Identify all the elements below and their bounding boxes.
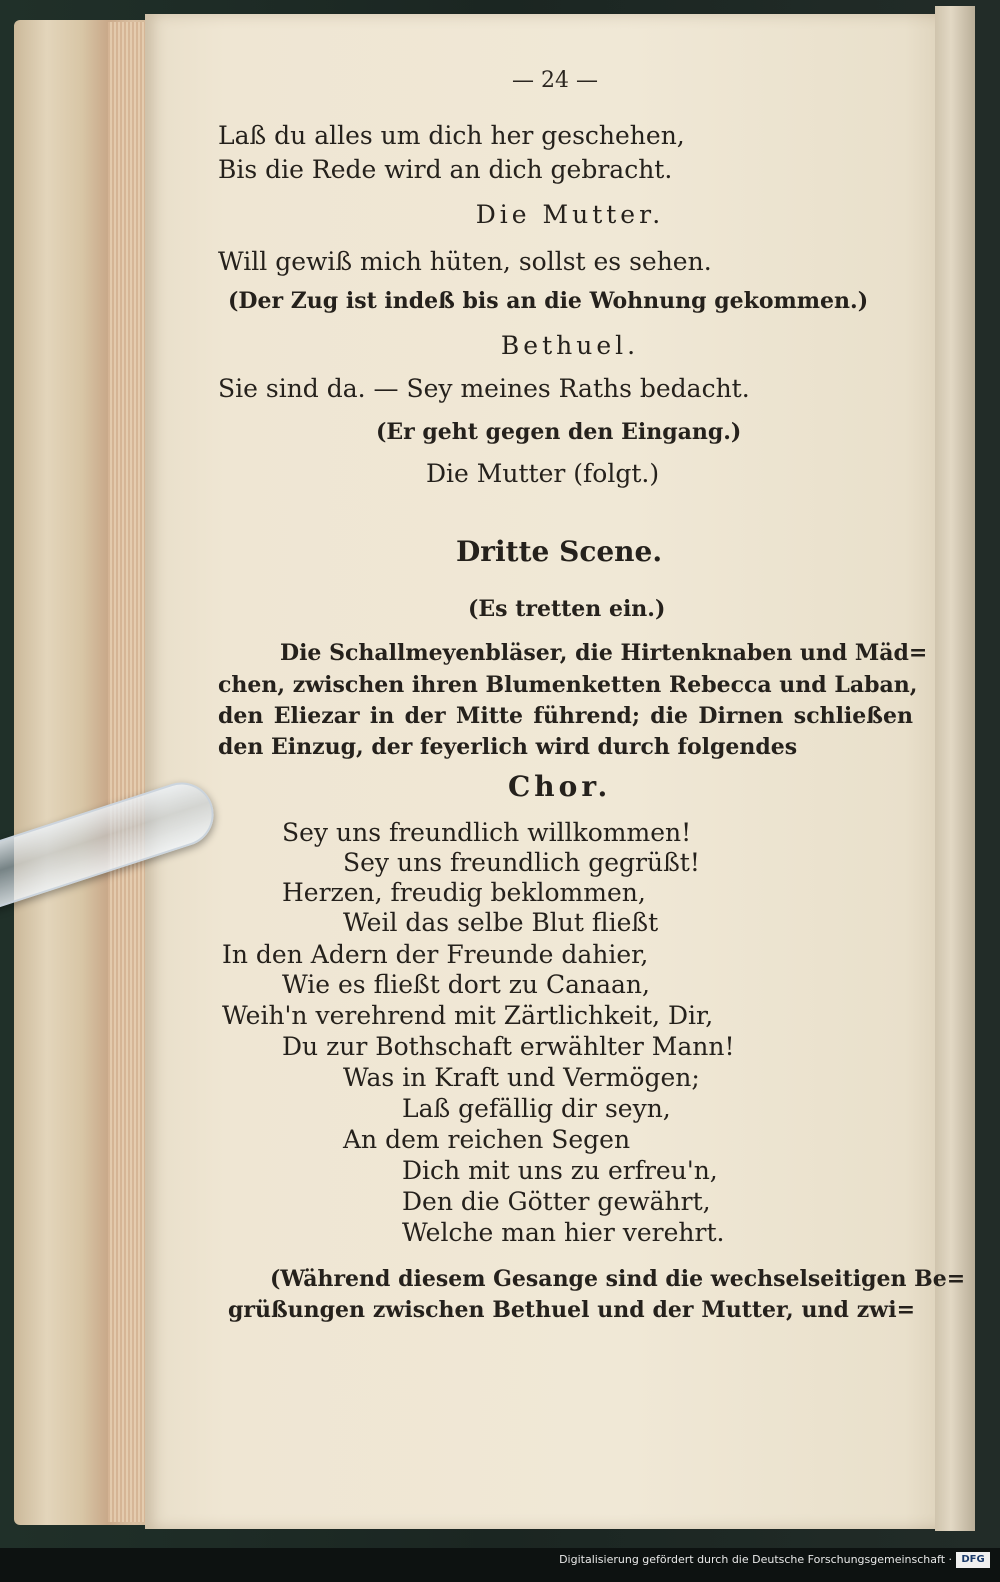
chorus-line: In den Adern der Freunde dahier, (222, 940, 649, 969)
digitization-credit: Digitalisierung gefördert durch die Deutsche Forschungsgemeinschaft · (559, 1553, 952, 1566)
description-line: Die Schallmeyenbläser, die Hirtenknaben und Mäd= (280, 640, 928, 666)
chorus-line: Weil das selbe Blut fließt (343, 908, 659, 937)
chorus-line: Was in Kraft und Vermögen; (343, 1063, 700, 1092)
chorus-line: An dem reichen Segen (343, 1125, 631, 1154)
scene-heading: Dritte Scene. (456, 535, 663, 568)
stage-direction: Die Mutter (folgt.) (426, 459, 660, 488)
dfg-logo: DFG (956, 1552, 990, 1568)
speaker-name: Bethuel. (500, 331, 640, 360)
verse-line: Sie sind da. — Sey meines Raths bedacht. (218, 374, 750, 403)
speaker-name: Die Mutter. (475, 200, 665, 229)
description-line: den Eliezar in der Mitte führend; die Dirnen schließen (218, 703, 913, 729)
chorus-line: Herzen, freudig beklommen, (282, 878, 646, 907)
stage-direction: (Der Zug ist indeß bis an die Wohnung gekommen.) (228, 288, 869, 314)
chorus-line: Sey uns freundlich gegrüßt! (343, 848, 700, 877)
chorus-line: Sey uns freundlich willkommen! (282, 818, 692, 847)
chorus-line: Du zur Bothschaft erwählter Mann! (282, 1032, 735, 1061)
stage-direction-line: (Während diesem Gesange sind die wechselseitigen Be= (270, 1266, 966, 1292)
verse-line: Bis die Rede wird an dich gebracht. (218, 155, 673, 184)
chorus-line: Weih'n verehrend mit Zärtlichkeit, Dir, (222, 1001, 714, 1030)
chorus-line: Laß gefällig dir seyn, (402, 1094, 671, 1123)
stage-direction-line: grüßungen zwischen Bethuel und der Mutter, und zwi= (228, 1297, 915, 1323)
chorus-line: Dich mit uns zu erfreu'n, (402, 1156, 718, 1185)
stage-direction: (Es tretten ein.) (468, 596, 666, 622)
stage-direction: (Er geht gegen den Eingang.) (376, 419, 742, 445)
chorus-line: Welche man hier verehrt. (402, 1218, 725, 1247)
description-line: den Einzug, der feyerlich wird durch folgendes (218, 734, 798, 760)
verse-line: Will gewiß mich hüten, sollst es sehen. (218, 247, 712, 276)
verse-line: Laß du alles um dich her geschehen, (218, 121, 685, 150)
chorus-line: Wie es fließt dort zu Canaan, (282, 970, 650, 999)
page-number: — 24 — (512, 68, 598, 93)
description-line: chen, zwischen ihren Blumenketten Rebecca und Laban, (218, 672, 918, 698)
chorus-line: Den die Götter gewährt, (402, 1187, 711, 1216)
chor-heading: Chor. (508, 770, 612, 803)
